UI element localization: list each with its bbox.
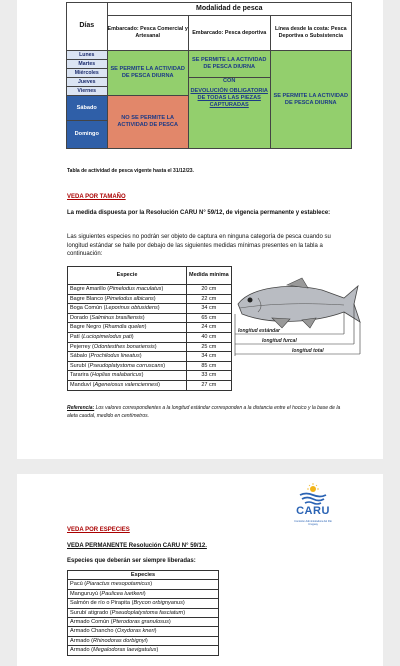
day-cell: Lunes — [67, 51, 108, 60]
species-common-name: Armado — [70, 637, 90, 644]
species-scientific-name: Pseudoplatystoma fasciatum — [111, 609, 184, 616]
species-common-name: Tararira — [70, 372, 89, 379]
caru-logo — [292, 483, 334, 539]
species-common-name: Armado Común — [70, 619, 110, 626]
commercial-weekend-cell: NO SE PERMITE LA ACTIVIDAD DE PESCA — [107, 96, 188, 149]
species-common-name: Surubí atigrado — [70, 609, 109, 616]
sport-permit-cell: SE PERMITE LA ACTIVIDAD DE PESCA DIURNA — [188, 51, 270, 78]
fork-length-label: longitud furcal — [262, 338, 297, 344]
veda-permanente-subtitle: VEDA PERMANENTE Resolución CARU N° 59/12. — [67, 543, 207, 549]
sport-con-text: CON — [222, 78, 236, 84]
fishing-modality-table — [66, 2, 352, 149]
resolution-statement: La medida dispuesta por la Resolución CARU N° 59/12, de vigencia permanente y establece: — [67, 210, 331, 216]
species-cell: Sábalo (Prochilodus lineatus) — [68, 352, 187, 362]
species-scientific-name: Megalodoras laevigatulus — [93, 647, 157, 654]
document-page-1 — [17, 0, 383, 459]
release-intro: Especies que deberán ser siempre liberadas: — [67, 558, 196, 564]
species-common-name: Bagre Negro — [70, 324, 102, 331]
min-size-cell: 33 cm — [187, 371, 232, 381]
species-cell: Pejerrey (Odontesthes bonariensis) — [68, 342, 187, 352]
table-row — [68, 361, 232, 371]
fish-length-diagram — [232, 270, 377, 365]
table-row — [68, 294, 232, 304]
logo-wordmark: CARU — [296, 505, 330, 517]
species-common-name: Boga Común — [70, 305, 103, 312]
species-cell: Dorado (Salminus brasiliensis) — [68, 313, 187, 323]
species-scientific-name: Pimelodus maculatus — [109, 286, 162, 292]
species-scientific-name: Hoplias malabaricus — [92, 372, 142, 379]
protected-species-cell: Armado Chancho (Oxydoras kneri) — [68, 627, 219, 636]
day-cell: Viernes — [67, 87, 108, 96]
species-cell: Patí (Luciopimelodus pati) — [68, 332, 187, 342]
fish-illustration — [238, 278, 360, 328]
table-row — [68, 636, 219, 645]
species-cell: Bagre Blanco (Pimelodus albicans) — [68, 294, 187, 304]
standard-length-label: longitud estándar — [238, 328, 280, 334]
table-row — [68, 618, 219, 627]
min-size-cell: 34 cm — [187, 304, 232, 314]
species-cell: Tararira (Hoplias malabaricus) — [68, 371, 187, 381]
protected-species-cell: Pacú (Piaractus mesopotamicus) — [68, 580, 219, 589]
table-row — [68, 304, 232, 314]
table-row — [68, 646, 219, 655]
protected-species-cell: Armado (Megalodoras laevigatulus) — [68, 646, 219, 655]
size-column-header: Medida mínima — [187, 267, 232, 285]
table-row — [68, 380, 232, 390]
commercial-weekday-cell: SE PERMITE LA ACTIVIDAD DE PESCA DIURNA — [107, 51, 188, 96]
size-table-body — [68, 285, 232, 391]
reference-label: Referencia: — [67, 405, 95, 411]
day-cell: Jueves — [67, 78, 108, 87]
species-scientific-name: Pseudoplatystoma corruscans — [89, 362, 164, 369]
minimum-size-table — [67, 266, 232, 391]
col-sport-header: Embarcado: Pesca deportiva — [188, 16, 270, 51]
table-row — [68, 313, 232, 323]
species-cell: Manduví (Ageneiosus valenciennesi) — [68, 380, 187, 390]
species-cell: Surubí (Pseudoplatystoma corruscans) — [68, 361, 187, 371]
species-header: Especies — [68, 571, 219, 580]
day-cell-saturday: Sábado — [67, 96, 108, 121]
min-size-cell: 24 cm — [187, 323, 232, 333]
table-row — [68, 285, 232, 295]
sport-return-text: DEVOLUCIÓN OBLIGATORIA DE TODAS LAS PIEZAS CAPTURADAS — [190, 87, 268, 108]
species-common-name: Salmón de río o Pirapita — [70, 600, 131, 607]
species-scientific-name: Pterodoras granulosus — [112, 619, 169, 626]
species-common-name: Pejerrey — [70, 343, 91, 350]
veda-tamano-title: VEDA POR TAMAÑO — [67, 194, 126, 200]
col-commercial-header: Embarcado: Pesca Comercial y Artesanal — [107, 16, 188, 51]
protected-species-cell: Armado (Rhinodoras dorbignyi) — [68, 636, 219, 645]
species-scientific-name: Brycon orbignyanus — [133, 600, 183, 607]
species-cell: Boga Común (Leporinus obtusidens) — [68, 304, 187, 314]
modality-header: Modalidad de pesca — [107, 3, 352, 16]
table-row — [68, 599, 219, 608]
protected-species-cell: Armado Común (Pterodoras granulosus) — [68, 618, 219, 627]
reference-text: Los valores correspondientes a la longitud estándar corresponden a la distancia entre el hocico y la base de la aleta caudal, medido en centímetros. — [67, 405, 341, 419]
day-cell-sunday: Domingo — [67, 121, 108, 149]
min-size-cell: 22 cm — [187, 294, 232, 304]
species-common-name: Dorado — [70, 314, 89, 321]
reference-note — [67, 405, 352, 420]
logo-subtitle: Comisión Administradora del Río Uruguay — [294, 520, 332, 527]
coast-permit-cell: SE PERMITE LA ACTIVIDAD DE PESCA DIURNA — [270, 51, 351, 149]
species-column-header: Especie — [68, 267, 187, 285]
caru-emblem-icon — [292, 483, 334, 507]
species-common-name: Bagre Amarillo — [70, 286, 106, 292]
species-scientific-name: Ageneiosus valenciennesi — [94, 381, 159, 388]
min-size-cell: 40 cm — [187, 332, 232, 342]
veda-tamano-body: Las siguientes especies no podrán ser objeto de captura en ninguna categoría de pesca cuando su longitud estándar se halle por debajo de las siguientes medidas mínimas presentes en la tabla a continuación: — [67, 234, 331, 258]
species-common-name: Manduví — [70, 381, 92, 388]
min-size-cell: 34 cm — [187, 352, 232, 362]
table-row — [68, 608, 219, 617]
species-common-name: Manguruyú — [70, 590, 98, 597]
species-scientific-name: Paulicea luetkeni — [101, 590, 144, 597]
table-row — [68, 589, 219, 598]
table-row — [68, 627, 219, 636]
min-size-cell: 85 cm — [187, 361, 232, 371]
min-size-cell: 27 cm — [187, 380, 232, 390]
species-common-name: Pacú — [70, 581, 83, 588]
document-page-2 — [17, 474, 383, 666]
protected-species-body — [68, 580, 219, 655]
table-row — [68, 371, 232, 381]
species-scientific-name: Prochilodus lineatus — [90, 353, 140, 360]
species-scientific-name: Oxydoras kneri — [116, 628, 155, 635]
min-size-cell: 65 cm — [187, 313, 232, 323]
day-cell: Martes — [67, 60, 108, 69]
days-header: Días — [67, 3, 108, 51]
species-cell: Bagre Amarillo (Pimelodus maculatus) — [68, 285, 187, 295]
species-scientific-name: Rhinodoras dorbignyi — [93, 637, 146, 644]
protected-species-table — [67, 570, 219, 656]
col-coast-header: Línea desde la costa: Pesca Deportiva o Subsistencia — [270, 16, 351, 51]
species-scientific-name: Leporinus obtusidens — [105, 305, 158, 312]
species-scientific-name: Odontesthes bonariensis — [93, 343, 155, 350]
protected-species-cell: Surubí atigrado (Pseudoplatystoma fasciatum) — [68, 608, 219, 617]
species-common-name: Armado Chancho — [70, 628, 114, 635]
species-scientific-name: Salminus brasiliensis — [91, 314, 143, 321]
total-length-label: longitud total — [292, 348, 324, 354]
species-scientific-name: Rhamdia quelen — [104, 324, 145, 331]
table-caption: Tabla de actividad de pesca vigente hasta el 31/12/23. — [67, 168, 194, 174]
table-row — [68, 332, 232, 342]
species-common-name: Bagre Blanco — [70, 295, 104, 302]
sport-return-cell — [188, 78, 270, 149]
species-common-name: Patí — [70, 333, 80, 340]
species-common-name: Sábalo — [70, 353, 88, 360]
table-row — [68, 580, 219, 589]
protected-species-cell: Manguruyú (Paulicea luetkeni) — [68, 589, 219, 598]
protected-species-cell: Salmón de río o Pirapita (Brycon orbignyanus) — [68, 599, 219, 608]
species-cell: Bagre Negro (Rhamdia quelen) — [68, 323, 187, 333]
min-size-cell: 20 cm — [187, 285, 232, 295]
species-common-name: Armado — [70, 647, 90, 654]
veda-especies-title: VEDA POR ESPECIES — [67, 527, 130, 533]
min-size-cell: 25 cm — [187, 342, 232, 352]
table-row — [68, 352, 232, 362]
species-scientific-name: Pimelodus albicans — [106, 295, 154, 302]
table-row — [68, 323, 232, 333]
species-scientific-name: Luciopimelodus pati — [83, 333, 132, 340]
species-common-name: Surubí — [70, 362, 87, 369]
species-scientific-name: Piaractus mesopotamicus — [86, 581, 151, 588]
day-cell: Miércoles — [67, 69, 108, 78]
table-row — [68, 342, 232, 352]
